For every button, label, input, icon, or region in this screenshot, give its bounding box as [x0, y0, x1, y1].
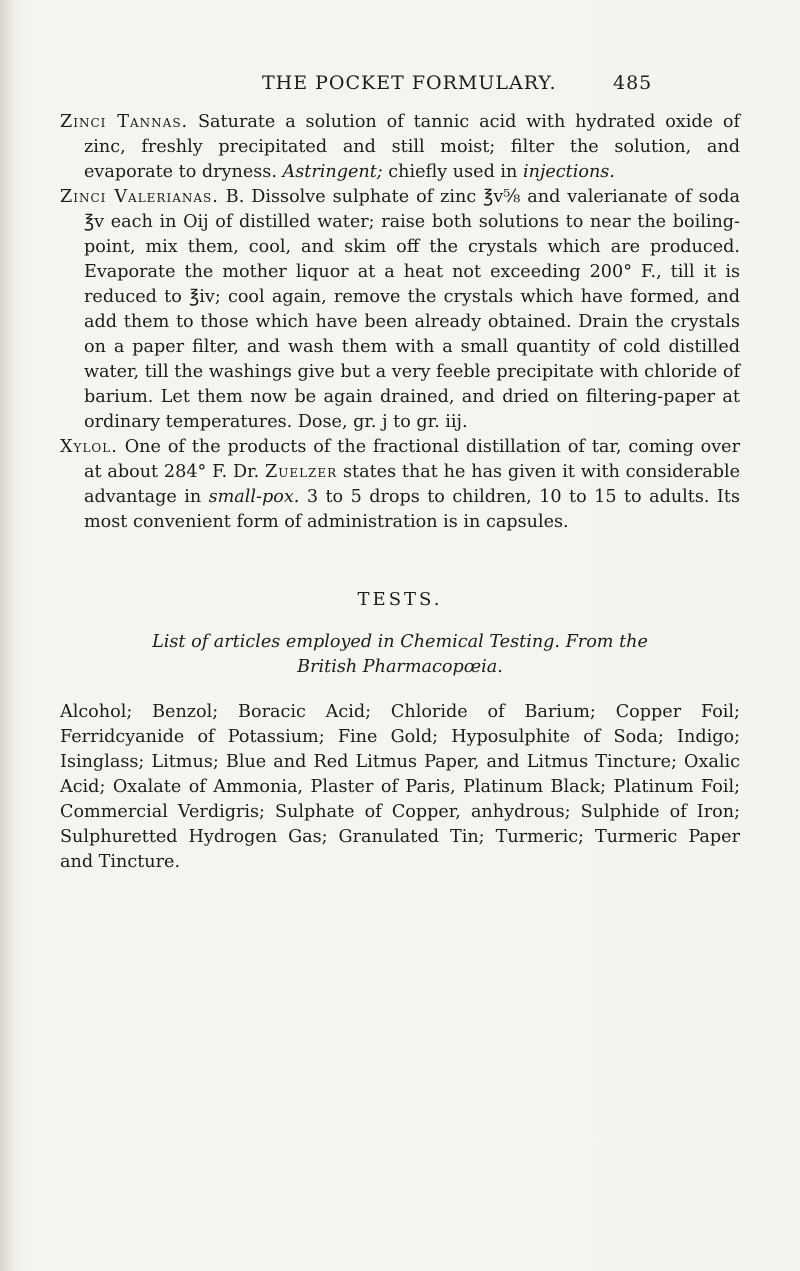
section-subtitle [60, 630, 740, 680]
entry-zinci-valerianas [60, 185, 740, 435]
entry-text: Saturate a solution of tannic acid with hydrated oxide of zinc, freshly precipitated and still moist; filter the solution, and evaporate to dryness. [84, 112, 740, 182]
page-body [60, 110, 740, 875]
section-heading-tests: TESTS. [357, 589, 443, 610]
entry-text: states that he has given it with considerable advantage in [84, 462, 740, 507]
entry-head: Zinci Tannas. [60, 112, 189, 132]
page-number: 485 [613, 72, 653, 94]
entry-italic: Astringent; [282, 162, 383, 182]
entry-text: One of the products of the fractional distillation of tar, coming over at about 284° F. Dr. [84, 437, 740, 482]
entry-text: B. Dissolve sulphate of zinc ℥v⅝ and valerianate of soda ℥v each in Oij of distilled water; raise both solutions to near the boiling-point, mix them, cool, and skim off the crystals which are produced. Evaporate the mother liquor at a heat not exceeding 200° F., till it is reduced to ℥iv; cool again, remove the crystals which have formed, and add them to those which have been already obtained. Drain the crystals on a paper filter, and wash them with a small quantity of cold distilled water, till the washings give but a very feeble precipitate with chloride of barium. Let them now be again drained, and dried on filtering-paper at ordinary temperatures. Dose, gr. j to gr. iij. [84, 187, 740, 432]
running-header [262, 72, 682, 94]
subtitle-line: List of articles employed in Chemical Testing. From the [152, 632, 648, 652]
running-title: THE POCKET FORMULARY. [262, 72, 557, 94]
entry-head: Xylol. [60, 437, 118, 457]
entry-head: Zinci Valerianas. [60, 187, 219, 207]
subtitle-line: British Pharmacopœia. [297, 657, 503, 677]
entry-italic: injections. [522, 162, 615, 182]
entry-zinci-tannas [60, 110, 740, 185]
entry-text: 3 to 5 drops to children, 10 to 15 to adults. Its most convenient form of administration is in capsules. [84, 487, 740, 532]
page-gutter [0, 0, 14, 1271]
author-name: Zuelzer [264, 462, 338, 482]
tests-article-list: Alcohol; Benzol; Boracic Acid; Chloride of Barium; Copper Foil; Ferridcyanide of Potassium; Fine Gold; Hyposulphite of Soda; Indigo; Isinglass; Litmus; Blue and Red Litmus Paper, and Litmus Tincture; Oxalic Acid; Oxalate of Ammonia, Plaster of Paris, Platinum Black; Platinum Foil; Commercial Verdigris; Sulphate of Copper, anhydrous; Sulphide of Iron; Sulphuretted Hydrogen Gas; Granulated Tin; Turmeric; Turmeric Paper and Tincture. [60, 702, 740, 872]
entry-text: chiefly used in [382, 162, 523, 182]
entry-italic: small-pox. [208, 487, 300, 507]
entry-xylol [60, 435, 740, 535]
